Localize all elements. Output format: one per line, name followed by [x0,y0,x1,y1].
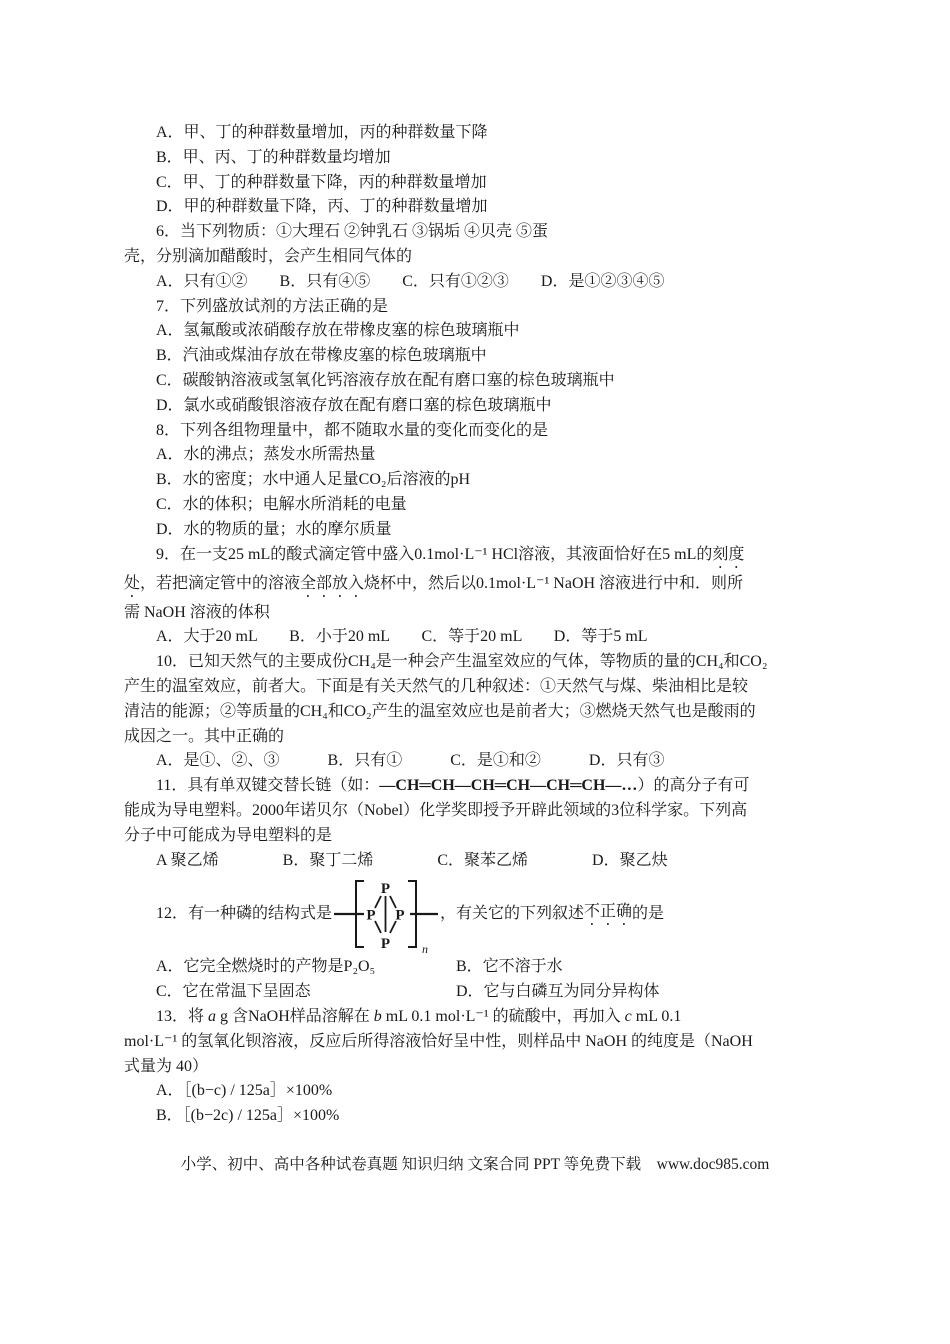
variable-b: b [373,1007,382,1025]
variable-c: c [624,1007,632,1025]
question-13-option-a: A．［(b−c) / 125a］×100% [156,1082,333,1100]
question-12-text: 12．有一种磷的结构式是 [156,904,333,922]
question-12-option-d: D．它与白磷互为同分异构体 [456,983,660,1001]
question-13-text: 13．将 [156,1007,209,1025]
question-13-text: mL 0.1 [631,1007,682,1025]
question-9-emphasized-text: 全部放入 [300,574,365,592]
question-11-stem-line-2: 能成为导电塑料。2000年诺贝尔（Nobel）化学奖即授予开辟此领域的3位科学家。下列高 [124,801,748,819]
question-12-option-a: A．它完全燃烧时的产物是P₂O₅ [156,958,376,976]
question-12-emphasized-text: 不正确 [584,902,633,920]
question-5-option-d: D．甲的种群数量下降，丙、丁的种群数量增加 [156,198,488,216]
question-10-stem-line-4: 成因之一。其中正确的 [124,727,285,745]
question-6-options: A．只有①② B．只有④⑤ C．只有①②③ D．是①②③④⑤ [156,272,665,290]
footer-watermark-text: 小学、初中、高中各种试卷真题 知识归纳 文案合同 PPT 等免费下载 www.doc985.com [180,1155,770,1173]
question-11-options: A 聚乙烯 B．聚丁二烯 C．聚苯乙烯 D．聚乙炔 [156,851,668,869]
question-6-stem-line-2: 壳，分别滴加醋酸时，会产生相同气体的 [124,247,413,265]
question-10-stem-line-2: 产生的温室效应，前者大。下面是有关天然气的几种叙述：①天然气与煤、柴油相比是较 [124,677,749,695]
question-9-stem-line-3: 需 NaOH 溶液的体积 [124,603,270,621]
question-8-option-b: B．水的密度；水中通人足量CO₂后溶液的pH [156,471,471,489]
question-12-option-c: C．它在常温下呈固态 [156,983,311,1001]
phosphorus-atom-top: P [380,881,391,898]
question-12-stem [124,873,826,955]
question-12-option-b: B．它不溶于水 [456,958,563,976]
repeat-subscript: n [422,942,429,955]
phosphorus-atom-bottom: P [380,936,391,953]
question-9-stem-line-1 [124,543,826,572]
question-9-stem-line-2 [124,572,826,601]
question-9-text: ，若把滴定管中的溶液 [140,574,301,592]
question-7-option-a: A．氢氟酸或浓硝酸存放在带橡皮塞的棕色玻璃瓶中 [156,322,520,340]
question-11-text: 11．具有单双键交替长链（如： [156,777,380,795]
question-13-text: g 含NaOH样品溶解在 [216,1007,374,1025]
question-8-option-c: C．水的体积；电解水所消耗的电量 [156,495,407,513]
question-10-stem-line-1: 10．已知天然气的主要成份CH₄是一种会产生温室效应的气体，等物质的量的CH₄和CO₂ [156,653,768,671]
question-13-stem-line-2: mol·L⁻¹ 的氢氧化钡溶液，反应后所得溶液恰好呈中性，则样品中 NaOH 的纯度是（NaOH [124,1032,753,1050]
question-9-text: 烧杯中，然后以0.1mol·L⁻¹ NaOH 溶液进行中和．则所 [364,574,744,592]
phosphorus-atom-right: P [395,907,405,924]
question-13-text: mL 0.1 mol·L⁻¹ 的硫酸中，再加入 [381,1007,625,1025]
question-11-text: ）的高分子有可 [637,777,750,795]
question-13-option-b: B．［(b−2c) / 125a］×100% [156,1107,340,1125]
question-8-stem: 8．下列各组物理量中，都不随取水量的变化而变化的是 [156,421,549,439]
question-7-option-c: C．碳酸钠溶液或氢氧化钙溶液存放在配有磨口塞的棕色玻璃瓶中 [156,371,615,389]
phosphorus-atom-left: P [366,907,376,924]
question-9-emphasized-text: 处 [124,574,141,592]
question-5-option-b: B．甲、丙、丁的种群数量均增加 [156,148,391,166]
question-7-option-d: D．氯水或硝酸银溶液存放在配有磨口塞的棕色玻璃瓶中 [156,396,552,414]
question-6-stem-line-1: 6．当下列物质：①大理石 ②钟乳石 ③锅垢 ④贝壳 ⑤蛋 [156,223,549,241]
question-5-option-a: A．甲、丁的种群数量增加，丙的种群数量下降 [156,124,488,141]
question-13-stem-line-1 [124,1005,826,1030]
question-9-options: A．大于20 mL B．小于20 mL C．等于20 mL D．等于5 mL [156,628,648,646]
question-9-text: 9．在一支25 mL的酸式滴定管中盛入0.1mol·L⁻¹ HCl溶液，其液面恰好在5 mL的 [156,545,713,563]
question-9-emphasized-text: 刻度 [712,545,745,563]
question-11-stem-line-3: 分子中可能成为导电塑料的是 [124,826,333,844]
question-8-option-d: D．水的物质的量；水的摩尔质量 [156,520,392,538]
question-12-text: 的是 [632,904,665,922]
question-7-option-b: B．汽油或煤油存放在带橡皮塞的棕色玻璃瓶中 [156,347,487,365]
question-8-option-a: A．水的沸点；蒸发水所需热量 [156,446,376,464]
question-7-stem: 7．下列盛放试剂的方法正确的是 [156,297,389,315]
question-12-options-row-2 [124,980,826,1005]
question-11-stem-line-1 [124,774,826,799]
phosphorus-structure-diagram [334,874,438,954]
question-12-options-row-1 [124,955,826,980]
variable-a: a [208,1007,217,1025]
question-5-option-c: C．甲、丁的种群数量下降，丙的种群数量增加 [156,173,487,191]
question-13-stem-line-3: 式量为 40） [124,1057,209,1075]
polymer-chain-formula: —CH═CH—CH═CH—CH═CH—… [379,777,638,795]
question-12-text: ，有关它的下列叙述 [440,904,585,922]
question-10-options: A．是①、②、③ B．只有① C．是①和② D．只有③ [156,752,665,770]
question-10-stem-line-3: 清洁的能源；②等质量的CH₄和CO₂产生的温室效应也是前者大；③燃烧天然气也是酸雨的 [124,702,756,720]
